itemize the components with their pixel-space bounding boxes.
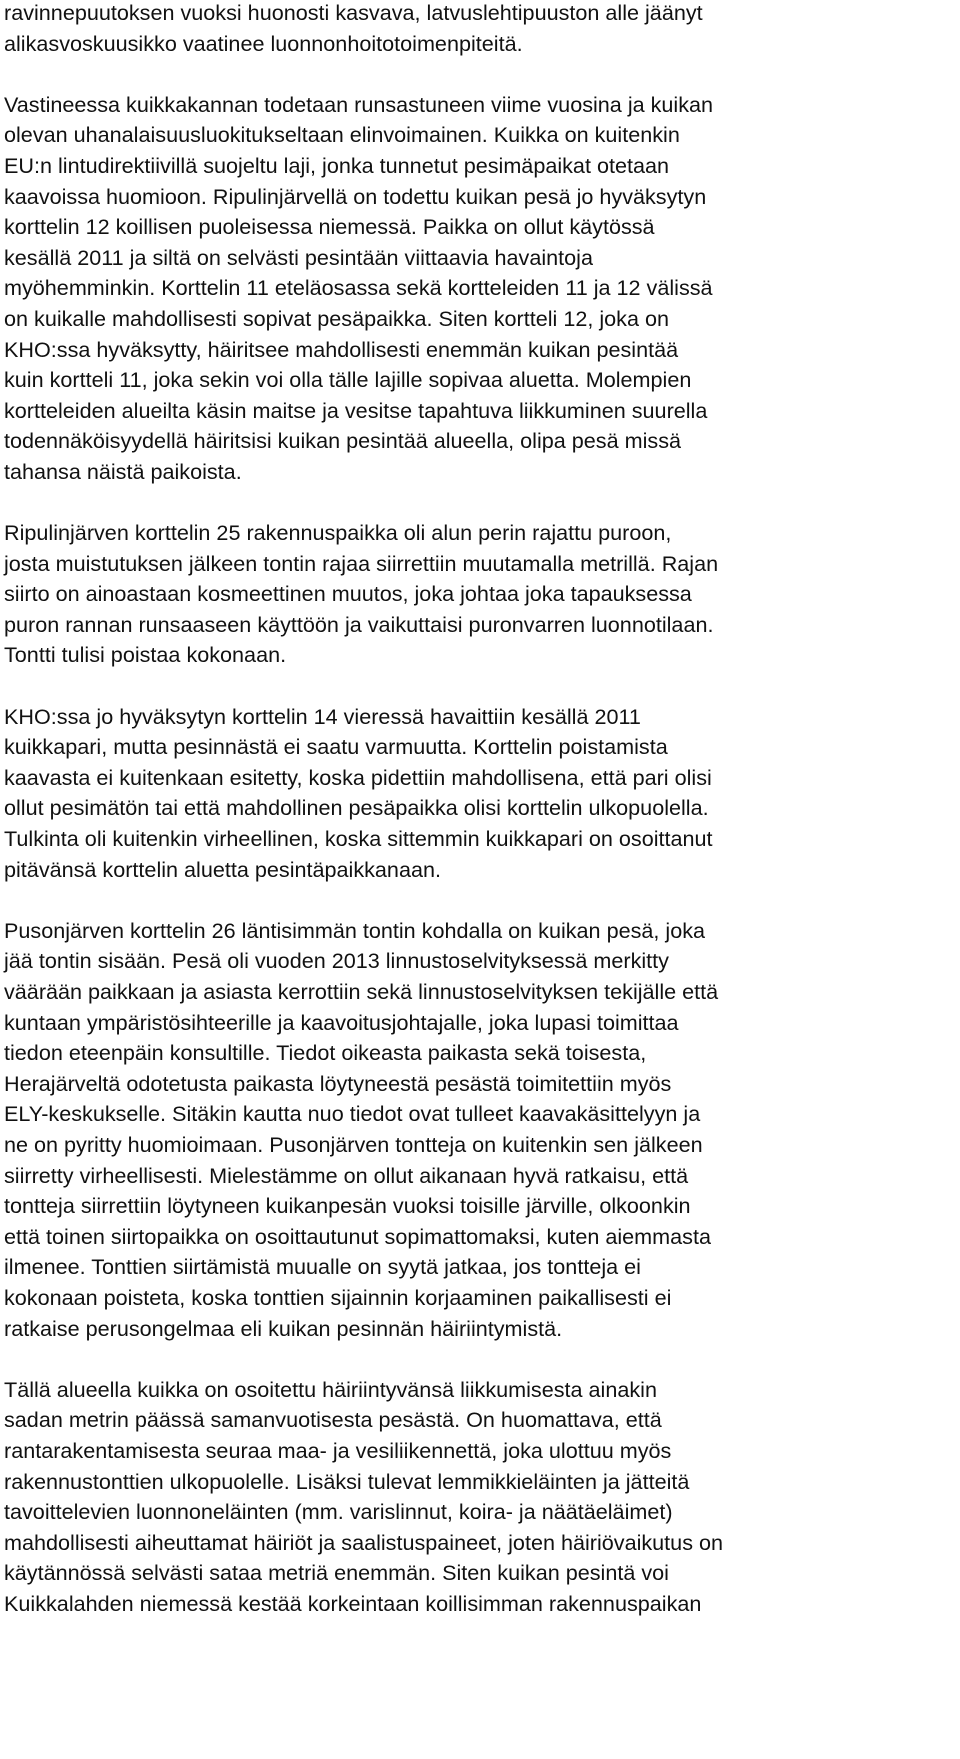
text-line: Ripulinjärven korttelin 25 rakennuspaikka oli alun perin rajattu puroon, [4, 520, 672, 546]
text-line: tahansa näistä paikoista. [4, 458, 242, 484]
text-line: ollut pesimätön tai että mahdollinen pesäpaikka olisi korttelin ulkopuolella. [4, 795, 709, 821]
text-line: alikasvoskuusikko vaatinee luonnonhoitotoimenpiteitä. [4, 30, 523, 56]
text-line: Kuikkalahden niemessä kestää korkeintaan koillisimman rakennuspaikan [4, 1590, 702, 1616]
paragraph-gap [4, 671, 958, 702]
text-line: KHO:ssa hyväksytty, häiritsee mahdollisesti enemmän kuikan pesintää [4, 336, 679, 362]
text-line: käytännössä selvästi sataa metriä enemmän. Siten kuikan pesintä voi [4, 1560, 669, 1586]
text-line: Tulkinta oli kuitenkin virheellinen, koska sittemmin kuikkapari on osoittanut [4, 826, 713, 852]
text-line: siirto on ainoastaan kosmeettinen muutos, joka johtaa joka tapauksessa [4, 581, 692, 607]
text-line: KHO:ssa jo hyväksytyn korttelin 14 vieressä havaittiin kesällä 2011 [4, 703, 641, 729]
text-line: korttelin 12 koillisen puoleisessa niemessä. Paikka on ollut käytössä [4, 214, 655, 240]
text-line: ne on pyritty huomioimaan. Pusonjärven tontteja on kuitenkin sen jälkeen [4, 1131, 703, 1157]
text-line: myöhemminkin. Korttelin 11 eteläosassa sekä kortteleiden 11 ja 12 välissä [4, 275, 713, 301]
text-line: rantarakentamisesta seuraa maa- ja vesiliikennettä, joka ulottuu myös [4, 1437, 672, 1463]
text-line: kuikkapari, mutta pesinnästä ei saatu varmuutta. Korttelin poistamista [4, 734, 668, 760]
text-line: kesällä 2011 ja siltä on selvästi pesintään viittaavia havaintoja [4, 244, 593, 270]
text-line: EU:n lintudirektiivillä suojeltu laji, jonka tunnetut pesimäpaikat otetaan [4, 152, 669, 178]
text-line: tontteja siirrettiin löytyneen kuikanpesän vuoksi toisille järville, olkoonkin [4, 1193, 691, 1219]
paragraph-gap [4, 885, 958, 916]
text-line: ravinnepuutoksen vuoksi huonosti kasvava, latvuslehtipuuston alle jäänyt [4, 0, 703, 25]
text-line: kokonaan poisteta, koska tonttien sijainnin korjaaminen paikallisesti ei [4, 1284, 672, 1310]
text-line: että toinen siirtopaikka on osoittautunut sopimattomaksi, kuten aiemmasta [4, 1223, 711, 1249]
paragraph [4, 916, 958, 1344]
text-line: rakennustonttien ulkopuolelle. Lisäksi tulevat lemmikkieläinten ja jätteitä [4, 1468, 690, 1494]
paragraph-gap [4, 1344, 958, 1375]
document-page [4, 0, 958, 1619]
text-line: Pusonjärven korttelin 26 läntisimmän tontin kohdalla on kuikan pesä, joka [4, 917, 706, 943]
text-line: kortteleiden alueilta käsin maitse ja vesitse tapahtuva liikkuminen suurella [4, 397, 708, 423]
text-line: todennäköisyydellä häiritsisi kuikan pesintää alueella, olipa pesä missä [4, 428, 681, 454]
text-line: Vastineessa kuikkakannan todetaan runsastuneen viime vuosina ja kuikan [4, 91, 714, 117]
text-line: on kuikalle mahdollisesti sopivat pesäpaikka. Siten kortteli 12, joka on [4, 305, 669, 331]
text-line: sadan metrin päässä samanvuotisesta pesästä. On huomattava, että [4, 1407, 662, 1433]
text-line: Herajärveltä odotetusta paikasta löytyneestä pesästä toimitettiin myös [4, 1070, 672, 1096]
text-line: tiedon eteenpäin konsultille. Tiedot oikeasta paikasta sekä toisesta, [4, 1040, 647, 1066]
text-line: Tällä alueella kuikka on osoitettu häiriintyvänsä liikkumisesta ainakin [4, 1376, 657, 1402]
text-line: väärään paikkaan ja asiasta kerrottiin sekä linnustoselvityksen tekijälle että [4, 979, 719, 1004]
paragraph [4, 702, 958, 886]
paragraph-gap [4, 488, 958, 519]
paragraph [4, 90, 958, 488]
text-line: tavoittelevien luonnoneläinten (mm. varislinnut, koira- ja näätäeläimet) [4, 1499, 673, 1525]
text-line: josta muistutuksen jälkeen tontin rajaa siirrettiin muutamalla metrillä. Rajan [4, 550, 719, 576]
text-line: kuin kortteli 11, joka sekin voi olla tälle lajille sopivaa aluetta. Molempien [4, 367, 692, 393]
text-line: kaavasta ei kuitenkaan esitetty, koska pidettiin mahdollisena, että pari olisi [4, 764, 712, 790]
paragraph [4, 518, 958, 671]
text-line: kaavoissa huomioon. Ripulinjärvellä on todettu kuikan pesä jo hyväksytyn [4, 183, 707, 209]
paragraph-gap [4, 59, 958, 90]
text-line: jää tontin sisään. Pesä oli vuoden 2013 linnustoselvityksessä merkitty [4, 948, 669, 974]
text-line: ELY-keskukselle. Sitäkin kautta nuo tiedot ovat tulleet kaavakäsittelyyn ja [4, 1101, 701, 1127]
text-line: ratkaise perusongelmaa eli kuikan pesinnän häiriintymistä. [4, 1315, 563, 1341]
text-line: puron rannan runsaaseen käyttöön ja vaikuttaisi puronvarren luonnotilaan. [4, 611, 714, 637]
paragraph [4, 1375, 958, 1620]
text-line: kuntaan ympäristösihteerille ja kaavoitusjohtajalle, joka lupasi toimittaa [4, 1009, 679, 1035]
text-line: Tontti tulisi poistaa kokonaan. [4, 642, 287, 668]
paragraph [4, 0, 958, 59]
text-line: ilmenee. Tonttien siirtämistä muualle on syytä jatkaa, jos tontteja ei [4, 1254, 641, 1280]
text-line: siirretty virheellisesti. Mielestämme on ollut aikanaan hyvä ratkaisu, että [4, 1162, 689, 1188]
text-line: mahdollisesti aiheuttamat häiriöt ja saalistuspaineet, joten häiriövaikutus on [4, 1529, 724, 1555]
text-line: olevan uhanalaisuusluokitukseltaan elinvoimainen. Kuikka on kuitenkin [4, 122, 680, 148]
text-line: pitävänsä korttelin aluetta pesintäpaikkanaan. [4, 856, 441, 882]
